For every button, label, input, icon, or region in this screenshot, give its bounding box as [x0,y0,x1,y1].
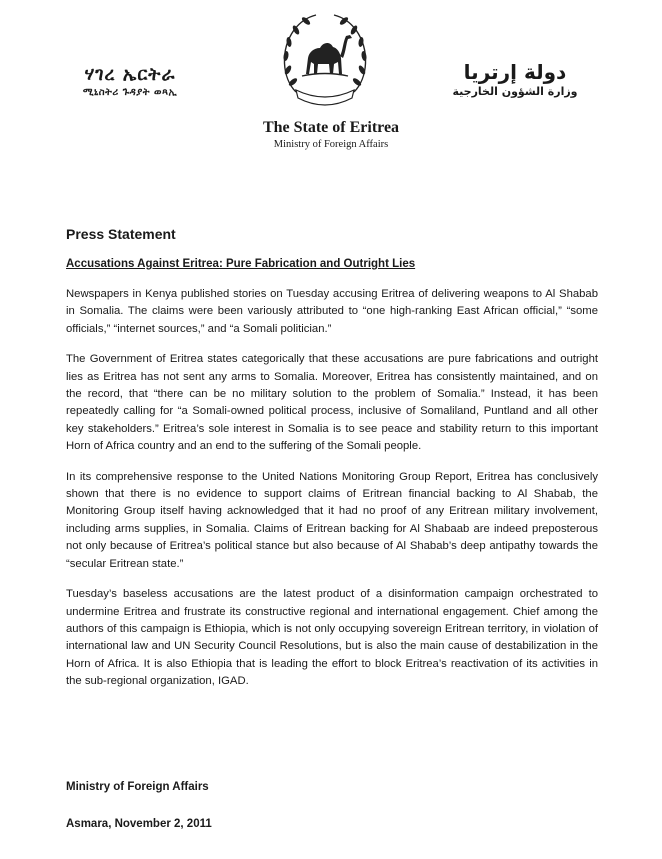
paragraph: The Government of Eritrea states categorically that these accusations are pure fabrications and outright lies as Eritrea has not sent any arms to Somalia. Moreover, Eritrea has consistently maintained, and on the record, that “there can be no military solution to the problem of Somalia.” Instead, it has been repeatedly calling for “a Somali-owned political process, inclusive of Somaliland, Puntland and all other key stakeholders.” Eritrea’s sole interest in Somalia is to see peace and stability return to this important Horn of Africa country and an end to the suffering of the Somali people. [66,353,598,453]
tigrinya-header [40,64,220,100]
arabic-state-name: دولة إرتريا [463,60,567,84]
statement-body [66,286,598,704]
press-statement-label: Press Statement [66,226,176,242]
paragraph: Newspapers in Kenya published stories on Tuesday accusing Eritrea of delivering weapons to Al Shabab in Somalia. The claims were been variously attributed to “one high-ranking East African official,” “some officials,” “internet sources,” and “a Somali politician.” [66,288,598,335]
paragraph: In its comprehensive response to the United Nations Monitoring Group Report, Eritrea has conclusively shown that there is no evidence to support claims of Eritrean financial backing to Al Shabab, the Monitoring Group itself having acknowledged that it had no proof of any Eritrean military involvement, including arms supplies, in Somalia. Claims of Eritrean backing for Al Shabaab are indeed preposterous not only because of Eritrea’s political stance but also because of Al Shabab’s deep antipathy towards the “secular Eritrean state.” [66,470,598,570]
arabic-ministry-name: وزارة الشؤون الخارجية [452,85,578,98]
paragraph: Tuesday’s baseless accusations are the latest product of a disinformation campaign orchestrated to undermine Eritrea and frustrate its constructive regional and international engagement. Chief among the authors of this campaign is Ethiopia, which is not only occupying sovereign Eritrean territory, in violation of international law and UN Security Council Resolutions, but is also the main cause of destabilization in the Horn of Africa. It is also Ethiopia that is leading the effort to block Eritrea’s reactivation of its activities in the sub-regional organization, IGAD. [66,588,598,688]
state-title: The State of Eritrea [262,119,400,136]
eritrea-emblem-icon [276,8,374,108]
tigrinya-ministry-name: ሚኒስትሪ ጉዳያት ወጻኢ [82,87,178,98]
dateline: Asmara, November 2, 2011 [66,818,212,830]
tigrinya-state-name: ሃገረ ኤርትራ [84,64,176,85]
ministry-subtitle: Ministry of Foreign Affairs [273,139,389,150]
arabic-header [430,60,600,100]
statement-headline: Accusations Against Eritrea: Pure Fabrication and Outright Lies [66,258,416,270]
signoff: Ministry of Foreign Affairs [66,781,209,793]
